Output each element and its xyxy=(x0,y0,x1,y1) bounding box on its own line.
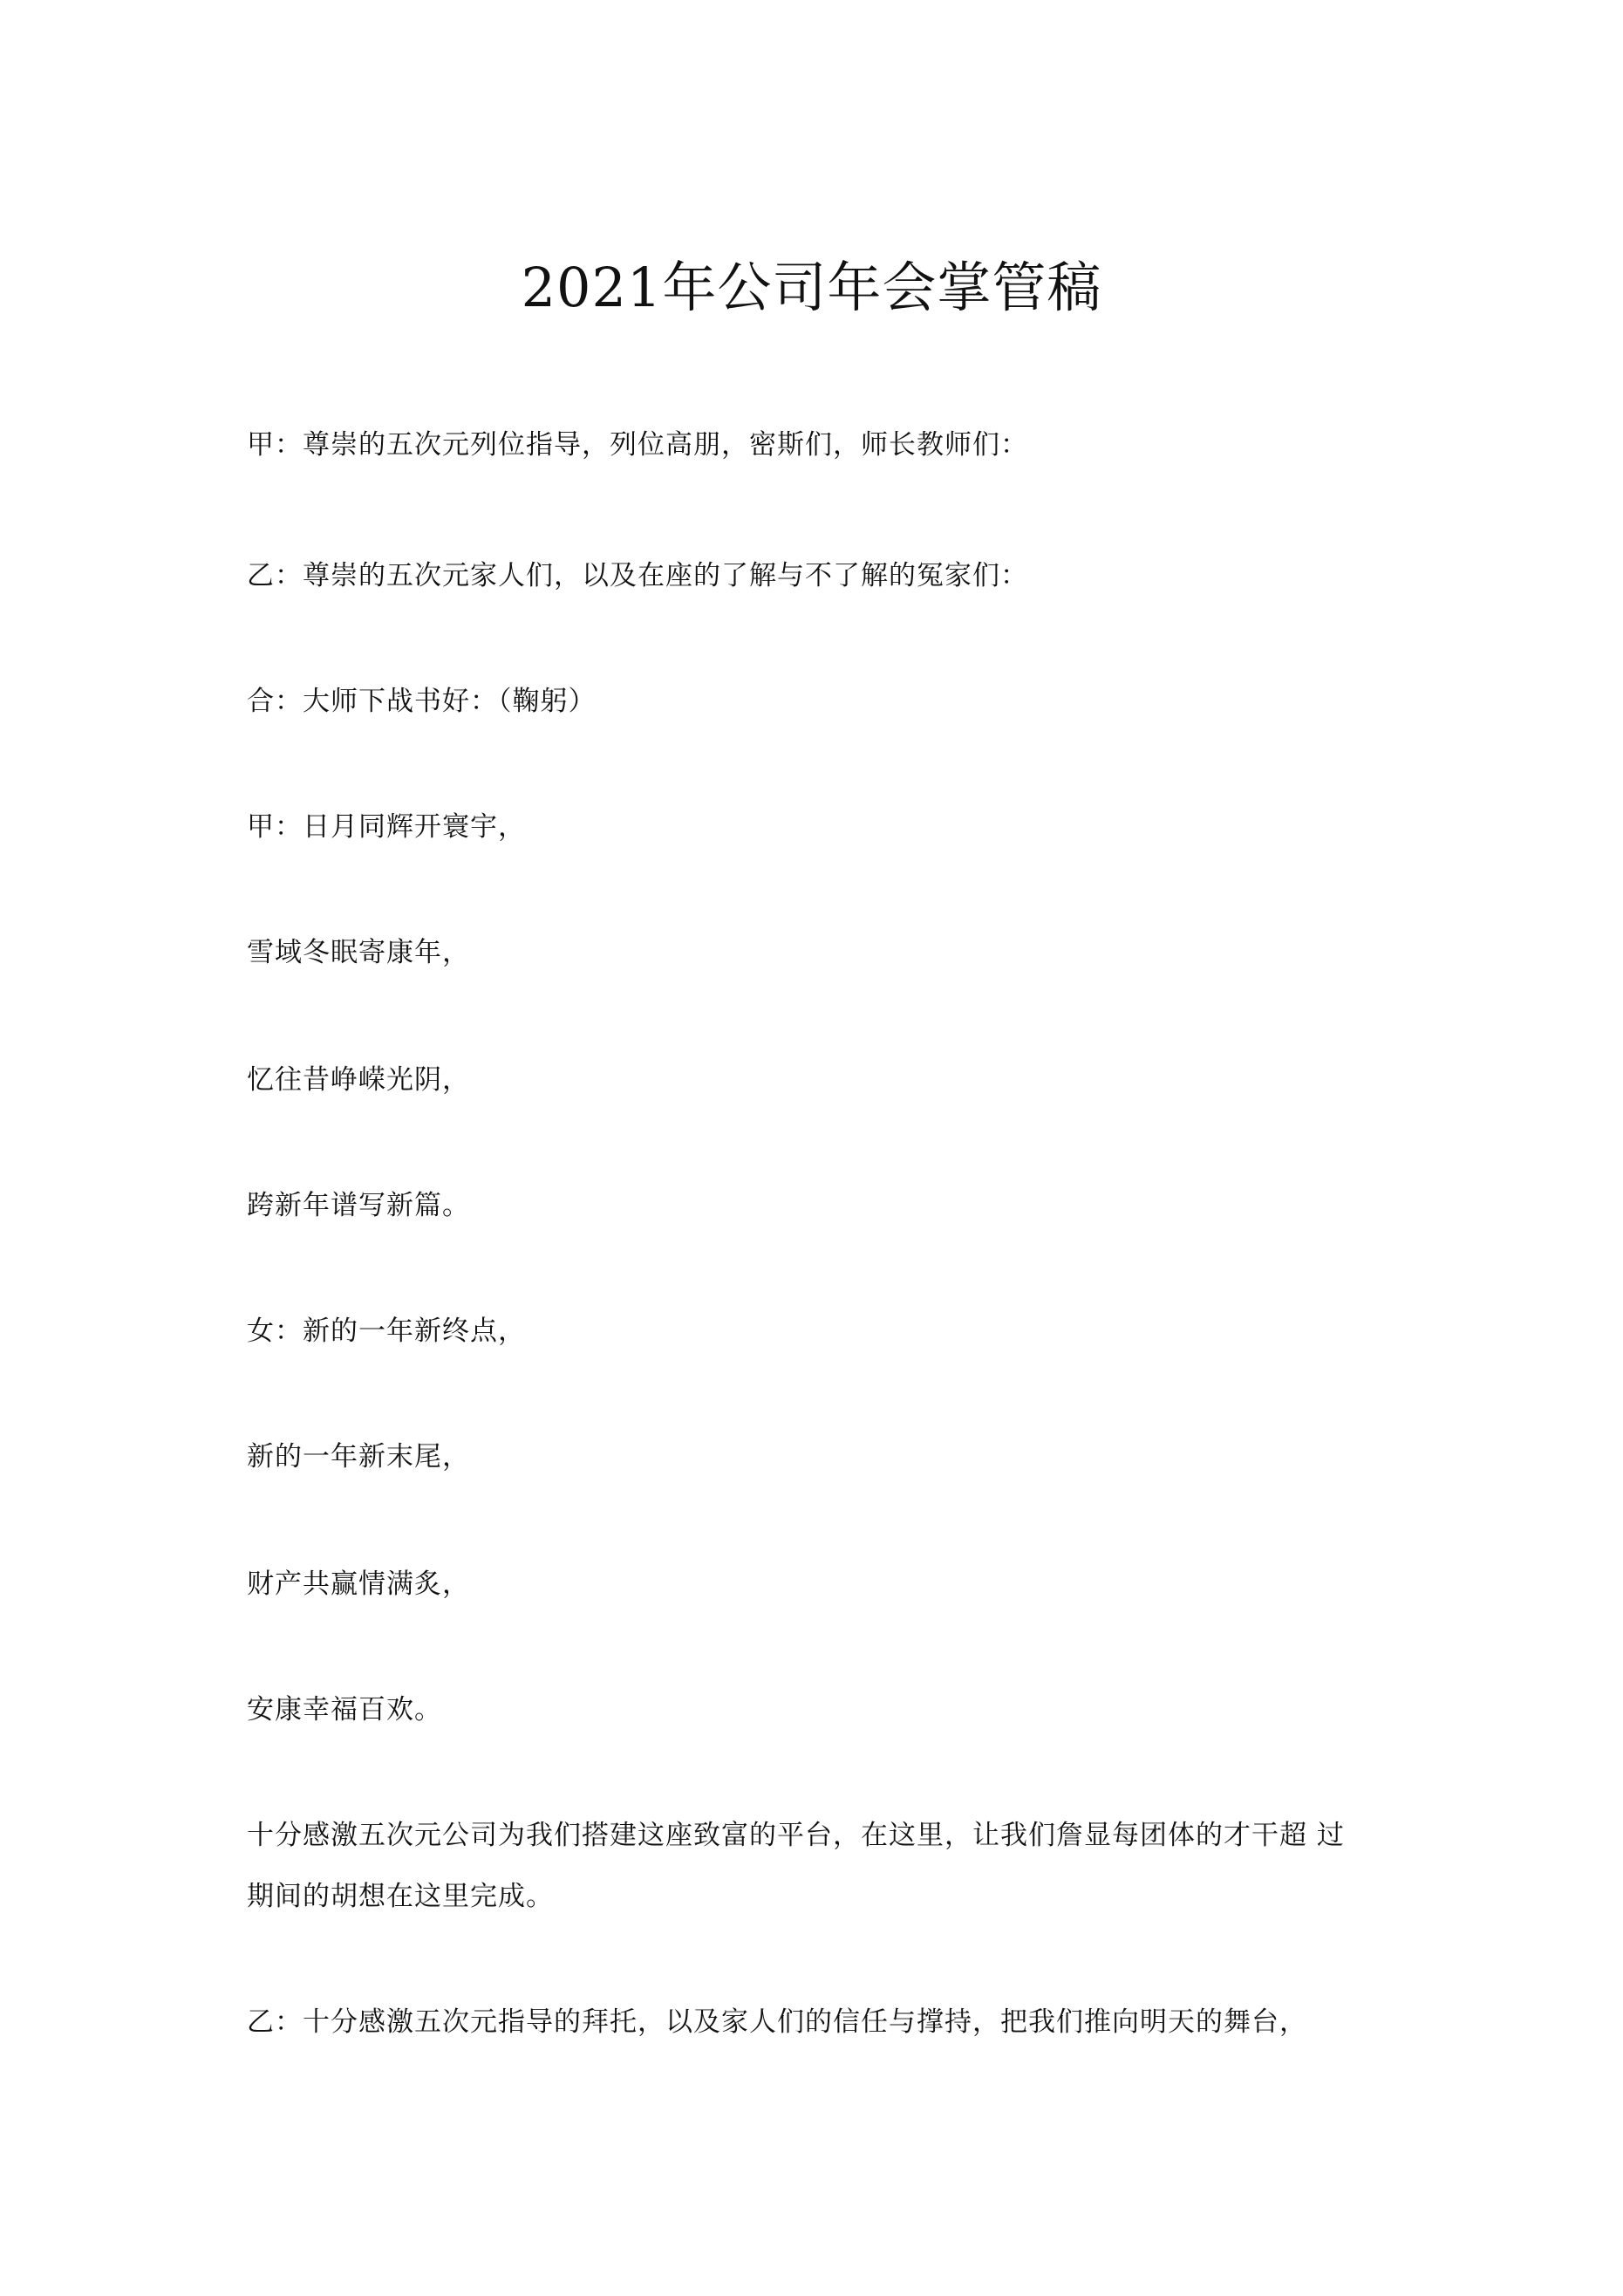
paragraph-line: 乙：尊崇的五次元家人们，以及在座的了解与不了解的冤家们： xyxy=(247,560,1028,591)
paragraph-line: 十分感激五次元公司为我们搭建这座致富的平台，在这里，让我们詹显每团体的才干超 过 xyxy=(247,1820,1345,1851)
paragraph-line: 新的一年新末尾， xyxy=(247,1441,470,1473)
paragraph-line: 甲：尊崇的五次元列位指导，列位高朋，密斯们，师长教师们： xyxy=(247,429,1028,461)
document-title: 2021年公司年会掌管稿 xyxy=(521,256,1102,319)
paragraph-line: 跨新年谱写新篇。 xyxy=(247,1190,470,1221)
paragraph-line: 雪域冬眠寄康年， xyxy=(247,937,470,968)
paragraph-line: 乙：十分感激五次元指导的拜托，以及家人们的信任与撑持，把我们推向明天的舞台， xyxy=(247,2006,1307,2038)
paragraph-line: 女：新的一年新终点， xyxy=(247,1315,526,1347)
paragraph-line: 甲：日月同辉开寰宇， xyxy=(247,811,526,843)
paragraph-line: 财产共赢情满炙， xyxy=(247,1568,470,1600)
paragraph-line: 期间的胡想在这里完成。 xyxy=(247,1881,554,1912)
paragraph-line: 合：大师下战书好：（鞠躬） xyxy=(247,686,597,717)
paragraph-line: 忆往昔峥嵘光阴， xyxy=(247,1064,470,1096)
paragraph-line: 安康幸福百欢。 xyxy=(247,1694,442,1725)
